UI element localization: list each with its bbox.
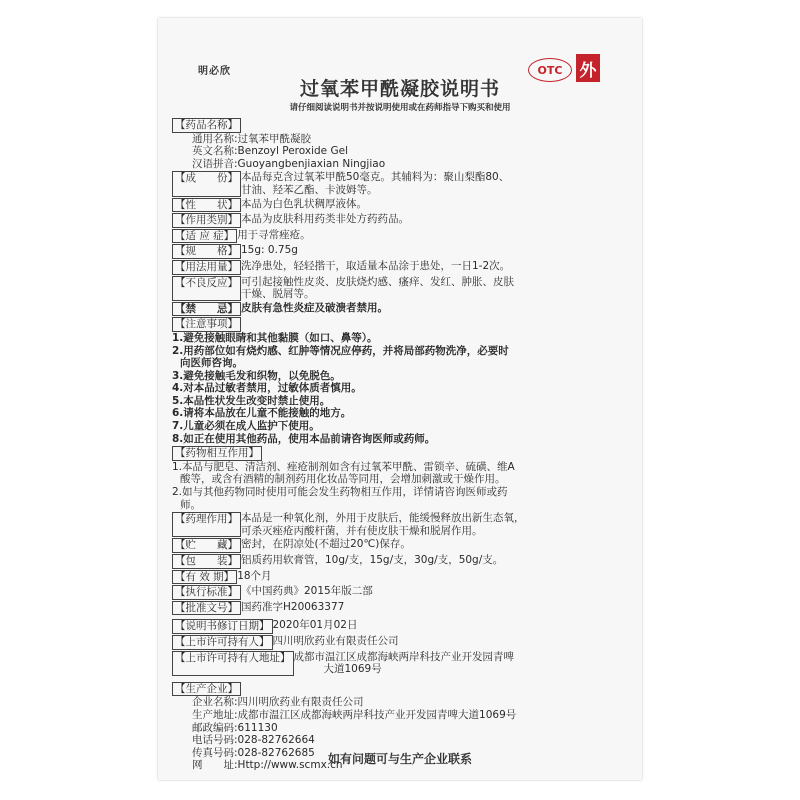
precaution-item: 8.如正在使用其他药品，使用本品前请咨询医师或药师。	[172, 432, 436, 445]
precaution-item: 3.避免接触毛发和织物，以免脱色。	[172, 369, 341, 382]
interactions-list	[172, 461, 622, 511]
precaution-item: 6.请将本品放在儿童不能接触的地方。	[172, 407, 352, 420]
revision-row	[172, 619, 622, 634]
text-line: 成都市温江区成都海峡两岸科技产业开发园青啤	[293, 650, 514, 663]
field-value: 本品为白色乳状稠厚液体。	[241, 197, 367, 210]
interaction-item: 1.本品与肥皂、清洁剂、痤疮制剂如含有过氧苯甲酰、雷锁辛、硫磺、维A	[172, 460, 515, 473]
field-value: 18个月	[237, 569, 272, 582]
contraindications-row	[172, 302, 622, 317]
text-line: 干燥、脱屑等。	[241, 288, 315, 301]
instruction-leaflet	[158, 18, 642, 780]
pharmacology-row	[172, 512, 622, 537]
section-label: 【药理作用】	[172, 512, 241, 537]
text-line: 本品每克含过氧苯甲酰50毫克。其辅料为：聚山梨酯80、	[241, 171, 510, 184]
precautions-list	[172, 332, 622, 445]
precaution-item: 5.本品性状发生改变时禁止使用。	[172, 394, 331, 407]
composition-row	[172, 171, 622, 196]
field-value: 国药准字H20063377	[241, 600, 345, 613]
otc-badge: OTC	[528, 58, 572, 82]
section-label: 【贮 藏】	[172, 538, 241, 553]
interaction-item: 2.如与其他药物同时使用可能会发生药物相互作用，详情请咨询医师或药	[172, 486, 508, 499]
section-label: 【作用类别】	[172, 213, 241, 228]
section-label: 【不良反应】	[172, 276, 241, 301]
section-label: 【上市许可持有人】	[172, 635, 273, 650]
field-value: 密封，在阴凉处(不超过20℃)保存。	[241, 538, 411, 551]
leaflet-content	[172, 118, 622, 772]
section-label: 【生产企业】	[172, 682, 241, 697]
field-value: 028-82762685	[237, 746, 315, 759]
field-value: 611130	[237, 721, 278, 734]
text-line: 甘油、羟苯乙酯、卡波姆等。	[241, 183, 378, 196]
field-value: Benzoyl Peroxide Gel	[237, 145, 348, 158]
precaution-item: 2.用药部位如有烧灼感、红肿等情况应停药，并将局部药物洗净，必要时	[172, 344, 509, 357]
document-title: 过氧苯甲酰凝胶说明书	[299, 78, 500, 100]
section-label: 【有 效 期】	[172, 570, 237, 585]
field-value	[294, 651, 623, 676]
section-label: 【禁 忌】	[172, 302, 241, 317]
field-value: 《中国药典》2015年版二部	[241, 585, 373, 598]
field-value: 028-82762664	[237, 734, 315, 747]
generic-name-row	[172, 133, 622, 146]
document-subtitle: 请仔细阅读说明书并按说明使用或在药师指导下购买和使用	[289, 103, 511, 113]
field-value: Guoyangbenjiaxian Ningjiao	[237, 157, 386, 170]
package-row	[172, 554, 622, 569]
precautions-section	[172, 317, 622, 332]
section-label: 【药品名称】	[172, 118, 241, 133]
field-label: 企业名称:	[192, 696, 238, 709]
section-label: 【上市许可持有人地址】	[172, 651, 294, 676]
english-name-row	[172, 145, 622, 158]
field-label: 汉语拼音:	[192, 157, 238, 170]
section-label: 【性 状】	[172, 198, 241, 213]
website-link: Http://www.scmx.cn	[237, 759, 343, 772]
section-label: 【适 应 症】	[172, 229, 237, 244]
precaution-item: 4.对本品过敏者禁用，过敏体质者慎用。	[172, 382, 362, 395]
field-value: 15g: 0.75g	[241, 244, 298, 257]
field-label: 网 址:	[192, 759, 238, 772]
field-label: 生产地址:	[192, 708, 238, 721]
spec-row	[172, 244, 622, 259]
section-label: 【说明书修订日期】	[172, 619, 273, 634]
field-label: 传真号码:	[192, 746, 238, 759]
interaction-item: 酸等，或含有酒精的制剂药用化妆品等同用，会增加刺激或干燥作用。	[180, 473, 506, 486]
company-name-row	[172, 696, 622, 709]
mah-address-row	[172, 651, 622, 676]
field-value: 成都市温江区成都海峡两岸科技产业开发园青啤大道1069号	[237, 708, 517, 721]
category-row	[172, 213, 622, 228]
validity-row	[172, 570, 622, 585]
field-value: 铝质药用软膏管，10g/支，15g/支，30g/支，50g/支。	[241, 554, 504, 566]
field-value: 本品为皮肤科用药类非处方药药品。	[241, 213, 409, 226]
field-value	[241, 171, 622, 196]
phone-row	[172, 734, 622, 747]
field-value: 四川明欣药业有限责任公司	[237, 696, 364, 709]
field-value: 用于寻常痤疮。	[237, 228, 311, 241]
production-address-row	[172, 709, 622, 722]
drug-name-section	[172, 118, 622, 133]
field-value	[241, 276, 622, 301]
field-value: 洗净患处，轻轻揩干，取适量本品涂于患处，一日1-2次。	[241, 259, 511, 272]
mah-row	[172, 635, 622, 650]
field-value: 过氧苯甲酰凝胶	[237, 132, 312, 145]
interaction-item: 师。	[180, 498, 201, 511]
leaflet-header	[158, 18, 642, 116]
text-line: 本品是一种氧化剂，外用于皮肤后，能缓慢释放出新生态氧，	[241, 512, 525, 525]
section-label: 【成 份】	[172, 171, 241, 196]
standard-row	[172, 585, 622, 600]
field-value: 四川明欣药业有限责任公司	[272, 634, 399, 647]
field-label: 英文名称:	[192, 145, 238, 158]
precaution-item: 向医师咨询。	[180, 357, 243, 370]
adverse-row	[172, 276, 622, 301]
text-line: 可引起接触性皮炎、皮肤烧灼感、瘙痒、发红、肿胀、皮肤	[241, 275, 514, 288]
approval-row	[172, 601, 622, 616]
storage-row	[172, 538, 622, 553]
section-label: 【用法用量】	[172, 260, 241, 275]
section-label: 【包 装】	[172, 554, 241, 569]
external-use-badge: 外	[576, 54, 600, 82]
manufacturer-section	[172, 682, 622, 697]
field-value: 2020年01月02日	[272, 619, 358, 632]
postcode-row	[172, 722, 622, 735]
section-label: 【批准文号】	[172, 601, 241, 616]
section-label: 【注意事项】	[172, 317, 241, 332]
text-line: 可杀灭痤疮丙酸杆菌，并有使皮肤干燥和脱屑作用。	[241, 524, 483, 537]
precaution-item: 7.儿童必须在成人监护下使用。	[172, 420, 320, 433]
properties-row	[172, 198, 622, 213]
pinyin-name-row	[172, 158, 622, 171]
contact-footer: 如有问题可与生产企业联系	[327, 752, 472, 766]
section-label: 【药物相互作用】	[172, 446, 262, 461]
field-label: 通用名称:	[192, 132, 238, 145]
text-line: 大道1069号	[323, 663, 382, 676]
field-value: 皮肤有急性炎症及破溃者禁用。	[241, 301, 388, 314]
precaution-item: 1.避免接触眼睛和其他黏膜（如口、鼻等）。	[172, 331, 378, 344]
brand-logo: 明必欣	[198, 66, 231, 77]
indications-row	[172, 229, 622, 244]
field-value	[241, 512, 622, 537]
field-label: 电话号码:	[192, 734, 238, 747]
section-label: 【执行标准】	[172, 585, 241, 600]
usage-row	[172, 260, 622, 275]
interactions-section	[172, 446, 622, 461]
field-label: 邮政编码:	[192, 721, 238, 734]
section-label: 【规 格】	[172, 244, 241, 259]
